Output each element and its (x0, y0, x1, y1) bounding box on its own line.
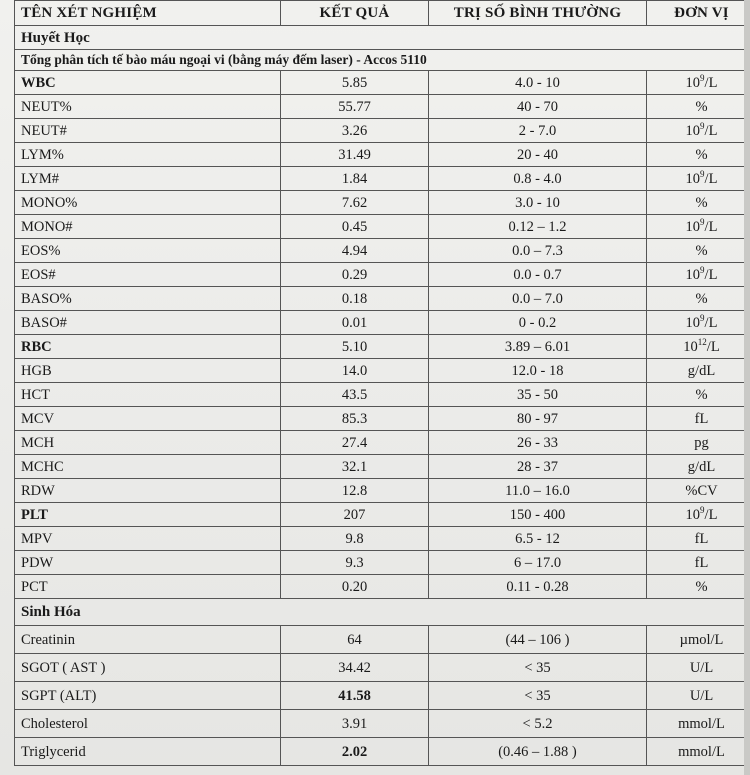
unit-cell: g/dL (647, 455, 750, 479)
test-name-cell: MCV (15, 407, 281, 431)
section-biochemistry-row (15, 599, 750, 626)
reference-range-cell: 0 - 0.2 (429, 311, 647, 335)
unit-cell: % (647, 239, 750, 263)
table-header-row (15, 1, 750, 26)
result-cell: 12.8 (281, 479, 429, 503)
unit-cell (647, 335, 750, 359)
test-name-cell: EOS# (15, 263, 281, 287)
header-result: KẾT QUẢ (281, 1, 429, 26)
table-row (15, 654, 750, 682)
unit-cell: U/L (647, 654, 750, 682)
unit-cell (647, 503, 750, 527)
reference-range-cell: 3.89 – 6.01 (429, 335, 647, 359)
unit-cell: % (647, 287, 750, 311)
reference-range-cell: 4.0 - 10 (429, 71, 647, 95)
reference-range-cell: 6.5 - 12 (429, 527, 647, 551)
result-cell: 9.8 (281, 527, 429, 551)
unit-base: 10 (685, 74, 701, 91)
test-name-cell: WBC (15, 71, 281, 95)
unit-cell: g/dL (647, 359, 750, 383)
unit-base: 10 (685, 266, 701, 283)
reference-range-cell: 0.11 - 0.28 (429, 575, 647, 599)
reference-range-cell: 20 - 40 (429, 143, 647, 167)
table-row (15, 167, 750, 191)
result-cell: 85.3 (281, 407, 429, 431)
result-cell: 27.4 (281, 431, 429, 455)
unit-exponent: 9 (700, 72, 705, 83)
test-name-cell: Triglycerid (15, 738, 281, 766)
reference-range-cell: 150 - 400 (429, 503, 647, 527)
test-name-cell: MONO% (15, 191, 281, 215)
unit-cell: pg (647, 431, 750, 455)
unit-base: 10 (683, 338, 698, 355)
unit-exponent: 9 (700, 312, 705, 323)
unit-cell (647, 167, 750, 191)
test-name-cell: HGB (15, 359, 281, 383)
unit-cell: %CV (647, 479, 750, 503)
section-biochemistry-title: Sinh Hóa (15, 599, 750, 626)
result-cell: 2.02 (281, 738, 429, 766)
reference-range-cell: 40 - 70 (429, 95, 647, 119)
table-row (15, 239, 750, 263)
test-name-cell: MPV (15, 527, 281, 551)
test-name-cell: PLT (15, 503, 281, 527)
result-cell: 0.45 (281, 215, 429, 239)
unit-cell: % (647, 575, 750, 599)
table-row (15, 119, 750, 143)
unit-base: 10 (685, 122, 701, 139)
test-name-cell: MCHC (15, 455, 281, 479)
table-row (15, 191, 750, 215)
unit-cell: mmol/L (647, 738, 750, 766)
result-cell: 5.10 (281, 335, 429, 359)
header-test-name: TÊN XÉT NGHIỆM (15, 1, 281, 26)
result-cell: 207 (281, 503, 429, 527)
reference-range-cell: 12.0 - 18 (429, 359, 647, 383)
reference-range-cell: 6 – 17.0 (429, 551, 647, 575)
result-cell: 0.01 (281, 311, 429, 335)
test-name-cell: LYM# (15, 167, 281, 191)
reference-range-cell: 0.0 – 7.3 (429, 239, 647, 263)
unit-tail: /L (704, 314, 718, 331)
result-cell: 41.58 (281, 682, 429, 710)
reference-range-cell: < 5.2 (429, 710, 647, 738)
reference-range-cell: 0.8 - 4.0 (429, 167, 647, 191)
test-name-cell: BASO% (15, 287, 281, 311)
table-row (15, 527, 750, 551)
lab-results-table (14, 0, 750, 766)
reference-range-cell: 26 - 33 (429, 431, 647, 455)
reference-range-cell: (0.46 – 1.88 ) (429, 738, 647, 766)
section-hematology-row (15, 26, 750, 50)
table-row (15, 263, 750, 287)
unit-tail: /L (704, 266, 718, 283)
result-cell: 55.77 (281, 95, 429, 119)
reference-range-cell: < 35 (429, 654, 647, 682)
unit-tail: /L (704, 506, 718, 523)
section-hematology-title: Huyết Học (15, 26, 750, 50)
test-name-cell: MCH (15, 431, 281, 455)
subsection-cbc-row (15, 50, 750, 71)
test-name-cell: PCT (15, 575, 281, 599)
unit-cell: U/L (647, 682, 750, 710)
result-cell: 3.91 (281, 710, 429, 738)
result-cell: 0.18 (281, 287, 429, 311)
table-row (15, 287, 750, 311)
reference-range-cell: 0.0 – 7.0 (429, 287, 647, 311)
test-name-cell: RBC (15, 335, 281, 359)
table-row (15, 383, 750, 407)
reference-range-cell: 11.0 – 16.0 (429, 479, 647, 503)
unit-base: 10 (685, 218, 701, 235)
reference-range-cell: 0.12 – 1.2 (429, 215, 647, 239)
unit-tail: /L (704, 170, 718, 187)
result-cell: 9.3 (281, 551, 429, 575)
unit-exponent: 9 (700, 504, 705, 515)
reference-range-cell: (44 – 106 ) (429, 626, 647, 654)
test-name-cell: EOS% (15, 239, 281, 263)
unit-base: 10 (685, 170, 701, 187)
table-row (15, 738, 750, 766)
result-cell: 1.84 (281, 167, 429, 191)
table-row (15, 431, 750, 455)
test-name-cell: MONO# (15, 215, 281, 239)
table-row (15, 626, 750, 654)
unit-exponent: 9 (700, 264, 705, 275)
unit-cell (647, 311, 750, 335)
subsection-cbc-title: Tổng phân tích tế bào máu ngoại vi (bằng máy đếm laser) - Accos 5110 (15, 50, 750, 71)
table-row (15, 479, 750, 503)
result-cell: 64 (281, 626, 429, 654)
unit-base: 10 (685, 314, 701, 331)
test-name-cell: NEUT% (15, 95, 281, 119)
unit-cell: % (647, 191, 750, 215)
unit-cell: fL (647, 527, 750, 551)
unit-cell (647, 263, 750, 287)
table-row (15, 455, 750, 479)
table-row (15, 551, 750, 575)
unit-cell (647, 71, 750, 95)
result-cell: 0.20 (281, 575, 429, 599)
unit-tail: /L (704, 218, 718, 235)
header-reference: TRỊ SỐ BÌNH THƯỜNG (429, 1, 647, 26)
result-cell: 32.1 (281, 455, 429, 479)
result-cell: 7.62 (281, 191, 429, 215)
result-cell: 0.29 (281, 263, 429, 287)
test-name-cell: HCT (15, 383, 281, 407)
header-unit: ĐƠN VỊ (647, 1, 750, 26)
unit-cell: µmol/L (647, 626, 750, 654)
test-name-cell: NEUT# (15, 119, 281, 143)
table-row (15, 71, 750, 95)
result-cell: 43.5 (281, 383, 429, 407)
table-row (15, 575, 750, 599)
result-cell: 31.49 (281, 143, 429, 167)
unit-tail: /L (704, 122, 718, 139)
result-cell: 4.94 (281, 239, 429, 263)
unit-tail: /L (706, 338, 720, 355)
table-row (15, 682, 750, 710)
reference-range-cell: 0.0 - 0.7 (429, 263, 647, 287)
reference-range-cell: 35 - 50 (429, 383, 647, 407)
unit-base: 10 (685, 506, 701, 523)
test-name-cell: BASO# (15, 311, 281, 335)
unit-cell: % (647, 143, 750, 167)
test-name-cell: SGPT (ALT) (15, 682, 281, 710)
unit-cell: mmol/L (647, 710, 750, 738)
unit-exponent: 9 (700, 168, 705, 179)
unit-cell (647, 215, 750, 239)
unit-cell (647, 119, 750, 143)
result-cell: 3.26 (281, 119, 429, 143)
unit-cell: % (647, 95, 750, 119)
page-edge-shadow (744, 0, 750, 775)
unit-exponent: 9 (700, 120, 705, 131)
test-name-cell: SGOT ( AST ) (15, 654, 281, 682)
reference-range-cell: 2 - 7.0 (429, 119, 647, 143)
table-row (15, 710, 750, 738)
table-row (15, 95, 750, 119)
test-name-cell: Cholesterol (15, 710, 281, 738)
test-name-cell: RDW (15, 479, 281, 503)
table-row (15, 503, 750, 527)
reference-range-cell: 28 - 37 (429, 455, 647, 479)
table-row (15, 215, 750, 239)
reference-range-cell: 80 - 97 (429, 407, 647, 431)
unit-cell: fL (647, 407, 750, 431)
unit-cell: fL (647, 551, 750, 575)
table-row (15, 407, 750, 431)
result-cell: 34.42 (281, 654, 429, 682)
unit-cell: % (647, 383, 750, 407)
test-name-cell: LYM% (15, 143, 281, 167)
table-row (15, 359, 750, 383)
unit-exponent: 12 (697, 336, 707, 347)
table-row (15, 143, 750, 167)
test-name-cell: Creatinin (15, 626, 281, 654)
result-cell: 5.85 (281, 71, 429, 95)
reference-range-cell: < 35 (429, 682, 647, 710)
result-cell: 14.0 (281, 359, 429, 383)
unit-exponent: 9 (700, 216, 705, 227)
test-name-cell: PDW (15, 551, 281, 575)
table-row (15, 311, 750, 335)
table-row (15, 335, 750, 359)
unit-tail: /L (704, 74, 718, 91)
reference-range-cell: 3.0 - 10 (429, 191, 647, 215)
